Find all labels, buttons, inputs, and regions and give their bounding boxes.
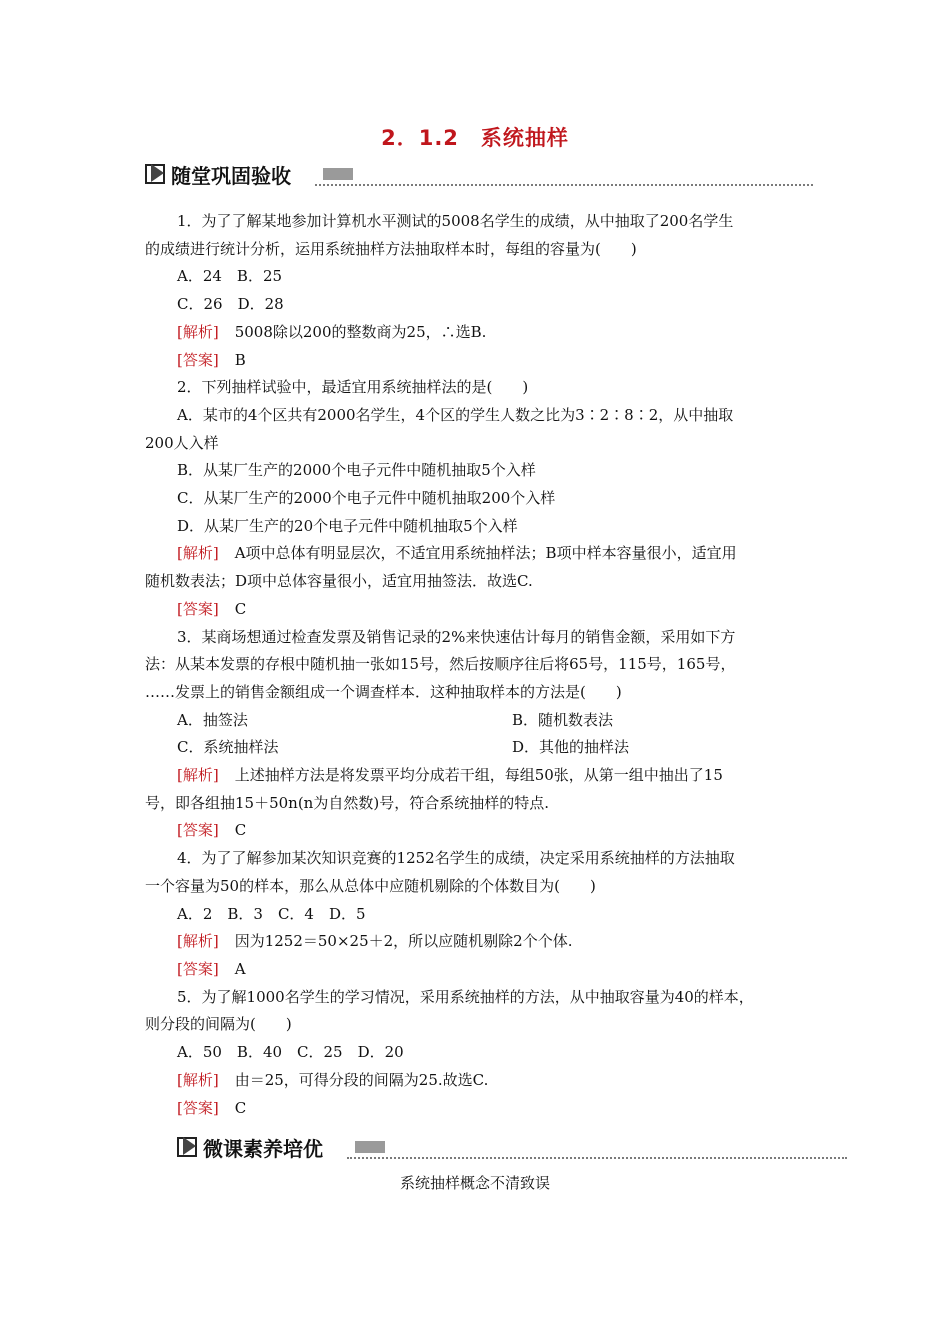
answer-tag: [答案] [177, 350, 219, 369]
q2-option: D．从某厂生产的20个电子元件中随机抽取5个入样 [177, 516, 518, 535]
q3-line: 法：从某本发票的存根中随机抽一张如15号，然后按顺序往后将65号，115号，165号， [145, 655, 736, 674]
q2-option: A．某市的4个区共有2000名学生，4个区的学生人数之比为3∶2∶8∶2，从中抽取 [177, 405, 734, 424]
arrow-box-icon [145, 162, 167, 184]
section-divider [347, 1157, 847, 1159]
q2-option: B．从某厂生产的2000个电子元件中随机抽取5个入样 [177, 461, 536, 480]
q1-answer: [答案] B [177, 350, 246, 369]
q4-line: 4．为了了解参加某次知识竞赛的1252名学生的成绩，决定采用系统抽样的方法抽取 [177, 849, 735, 868]
section-title: 随堂巩固验收 [171, 164, 291, 188]
q4-options: A．2 B．3 C．4 D．5 [177, 904, 366, 923]
q1-line: 1．为了了解某地参加计算机水平测试的5008名学生的成绩，从中抽取了200名学生 [177, 212, 734, 230]
answer-tag: [答案] [177, 959, 219, 978]
section-header-practice [145, 160, 813, 190]
q3-answer: [答案] C [177, 821, 247, 840]
q5-answer: [答案] C [177, 1098, 247, 1117]
answer-tag: [答案] [177, 1098, 219, 1117]
q3-options: A．抽签法 B．随机数表法 [177, 710, 614, 729]
q1-options: A．24 B．25 [177, 267, 283, 286]
analysis-tag: [解析] [177, 766, 219, 785]
answer-tag: [答案] [177, 821, 219, 840]
q1-options: C．26 D．28 [177, 295, 284, 314]
answer-tag: [答案] [177, 599, 219, 618]
section-header-extension [177, 1133, 847, 1163]
q2-option: 200人入样 [145, 433, 219, 452]
q4-answer: [答案] A [177, 959, 246, 978]
q2-answer: [答案] C [177, 599, 247, 618]
q2-analysis: [解析] A项中总体有明显层次，不适宜用系统抽样法；B项中样本容量很小，适宜用 [177, 544, 737, 563]
q1-analysis: [解析] 5008除以200的整数商为25，∴选B. [177, 322, 487, 341]
q5-line: 则分段的间隔为( ) [145, 1015, 292, 1034]
q4-analysis: [解析] 因为1252＝50×25＋2，所以应随机剔除2个个体. [177, 932, 573, 951]
q5-line: 5．为了解1000名学生的学习情况，采用系统抽样的方法，从中抽取容量为40的样本， [177, 987, 754, 1006]
q3-line: ……发票上的销售金额组成一个调查样本．这种抽取样本的方法是( ) [145, 682, 622, 701]
q3-line: 3．某商场想通过检查发票及销售记录的2%来快速估计每月的销售金额，采用如下方 [177, 627, 736, 646]
section-title: 微课素养培优 [203, 1137, 323, 1161]
q2-option: C．从某厂生产的2000个电子元件中随机抽取200个入样 [177, 489, 556, 508]
topic-title: 系统抽样概念不清致误 [399, 1174, 550, 1192]
section-divider [315, 184, 813, 186]
q3-options: C．系统抽样法 D．其他的抽样法 [177, 738, 630, 757]
q5-options: A．50 B．40 C．25 D．20 [177, 1043, 404, 1062]
section-bar [355, 1141, 385, 1153]
analysis-tag: [解析] [177, 1070, 219, 1089]
analysis-tag: [解析] [177, 932, 219, 951]
q3-analysis: 号，即各组抽15＋50n(n为自然数)号，符合系统抽样的特点. [145, 793, 549, 812]
q2-analysis: 随机数表法；D项中总体容量很小，适宜用抽签法．故选C. [145, 572, 533, 591]
page-title: 2．1.2 系统抽样 [381, 126, 569, 150]
q2-line: 2．下列抽样试验中，最适宜用系统抽样法的是( ) [177, 378, 529, 397]
q4-line: 一个容量为50的样本，那么从总体中应随机剔除的个体数目为( ) [145, 876, 596, 895]
q5-analysis: [解析] 由＝25，可得分段的间隔为25.故选C. [177, 1070, 489, 1089]
q3-analysis: [解析] 上述抽样方法是将发票平均分成若干组，每组50张，从第一组中抽出了15 [177, 766, 723, 785]
analysis-tag: [解析] [177, 322, 219, 341]
exercise-content [145, 208, 810, 1122]
q1-line: 的成绩进行统计分析，运用系统抽样方法抽取样本时，每组的容量为( ) [145, 239, 637, 258]
analysis-tag: [解析] [177, 544, 219, 563]
section-bar [323, 168, 353, 180]
arrow-box-icon [177, 1135, 199, 1157]
